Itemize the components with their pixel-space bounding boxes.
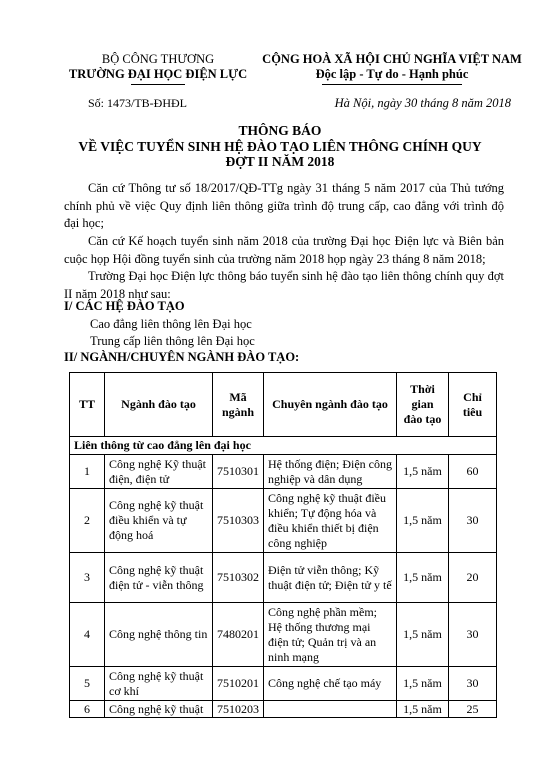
paragraph-legal-basis-2: Căn cứ Kế hoạch tuyển sinh năm 2018 của trường Đại học Điện lực và Biên bản cuộc họp Hội đồng tuyển sinh của trường năm 2018 họp ngày 23 tháng 8 năm 2018;	[64, 234, 504, 266]
cell-tt: 2	[70, 489, 105, 553]
program-item: Cao đẳng liên thông lên Đại học	[90, 317, 252, 331]
header-duration: Thời gian đào tạo	[397, 373, 449, 437]
ministry-name: BỘ CÔNG THƯƠNG	[101, 52, 215, 66]
cell-duration: 1,5 năm	[397, 667, 449, 701]
cell-duration: 1,5 năm	[397, 603, 449, 667]
group-label: Liên thông từ cao đẳng lên đại học	[70, 437, 497, 455]
cell-specialty: Công nghệ kỹ thuật điều khiển; Tự động hóa và điều khiển thiết bị điện công nghiệp	[264, 489, 397, 553]
university-name: TRƯỜNG ĐẠI HỌC ĐIỆN LỰC	[68, 67, 248, 81]
cell-major: Công nghệ kỹ thuật điện tử - viễn thông	[105, 553, 213, 603]
cell-major: Công nghệ thông tin	[105, 603, 213, 667]
cell-quota: 60	[449, 455, 497, 489]
cell-major: Công nghệ Kỹ thuật điện, điện tử	[105, 455, 213, 489]
national-motto: Độc lập - Tự do - Hạnh phúc	[315, 67, 469, 81]
title-line-2: VỀ VIỆC TUYỂN SINH HỆ ĐÀO TẠO LIÊN THÔNG CHÍNH QUY	[78, 138, 482, 154]
header-specialty: Chuyên ngành đào tạo	[264, 373, 397, 437]
cell-code: 7510301	[213, 455, 264, 489]
cell-code: 7510203	[213, 701, 264, 718]
cell-duration: 1,5 năm	[397, 455, 449, 489]
cell-tt: 5	[70, 667, 105, 701]
paragraph-announcement: Trường Đại học Điện lực thông báo tuyển sinh hệ đào tạo liên thông chính quy đợt II năm 2018 như sau:	[64, 269, 504, 301]
cell-specialty: Công nghệ chế tạo máy	[264, 667, 397, 701]
title-line-1: THÔNG BÁO	[238, 123, 322, 138]
cell-tt: 4	[70, 603, 105, 667]
paragraph-legal-basis-1: Căn cứ Thông tư số 18/2017/QĐ-TTg ngày 31 tháng 5 năm 2017 của Thủ tướng chính phủ về việc Quy định liên thông giữa trình độ trung cấp, cao đẳng với trình độ đại học;	[64, 181, 504, 231]
cell-code: 7510303	[213, 489, 264, 553]
cell-quota: 20	[449, 553, 497, 603]
cell-tt: 6	[70, 701, 105, 718]
issuer-block	[58, 52, 258, 85]
table-header-row	[70, 373, 497, 437]
cell-duration: 1,5 năm	[397, 553, 449, 603]
title-line-3: ĐỢT II NĂM 2018	[225, 154, 335, 169]
cell-code: 7480201	[213, 603, 264, 667]
table-row	[70, 701, 497, 718]
cell-tt: 3	[70, 553, 105, 603]
cell-duration: 1,5 năm	[397, 701, 449, 718]
table-row	[70, 489, 497, 553]
place-date: Hà Nội, ngày 30 tháng 8 năm 2018	[334, 96, 511, 110]
national-header	[262, 52, 522, 85]
cell-code: 7510201	[213, 667, 264, 701]
header-major: Ngành đào tạo	[105, 373, 213, 437]
table-row	[70, 455, 497, 489]
document-number: Số: 1473/TB-ĐHĐL	[88, 96, 187, 110]
header-tt: TT	[70, 373, 105, 437]
cell-major: Công nghệ kỹ thuật	[105, 701, 213, 718]
cell-major: Công nghệ kỹ thuật điều khiển và tự động hoá	[105, 489, 213, 553]
cell-quota: 25	[449, 701, 497, 718]
header-code: Mã ngành	[213, 373, 264, 437]
cell-specialty	[264, 701, 397, 718]
cell-major: Công nghệ kỹ thuật cơ khí	[105, 667, 213, 701]
cell-quota: 30	[449, 667, 497, 701]
cell-specialty: Điện tử viễn thông; Kỹ thuật điện tử; Điện tử y tế	[264, 553, 397, 603]
table-row	[70, 553, 497, 603]
motto-underline	[322, 84, 462, 85]
program-item: Trung cấp liên thông lên Đại học	[90, 334, 255, 348]
table-row	[70, 603, 497, 667]
section-2-heading: II/ NGÀNH/CHUYÊN NGÀNH ĐÀO TẠO:	[64, 350, 300, 364]
cell-code: 7510302	[213, 553, 264, 603]
cell-duration: 1,5 năm	[397, 489, 449, 553]
table-group-row	[70, 437, 497, 455]
country-name: CỘNG HOÀ XÃ HỘI CHỦ NGHĨA VIỆT NAM	[262, 52, 522, 66]
document-title	[40, 123, 520, 170]
header-quota: Chỉ tiêu	[449, 373, 497, 437]
cell-quota: 30	[449, 489, 497, 553]
cell-quota: 30	[449, 603, 497, 667]
table-row	[70, 667, 497, 701]
cell-specialty: Hệ thống điện; Điện công nghiệp và dân dụng	[264, 455, 397, 489]
section-1-heading: I/ CÁC HỆ ĐÀO TẠO	[64, 299, 185, 313]
majors-table	[69, 372, 497, 718]
cell-tt: 1	[70, 455, 105, 489]
cell-specialty: Công nghệ phần mềm; Hệ thống thương mại điện tử; Quản trị và an ninh mạng	[264, 603, 397, 667]
issuer-underline	[131, 84, 185, 85]
